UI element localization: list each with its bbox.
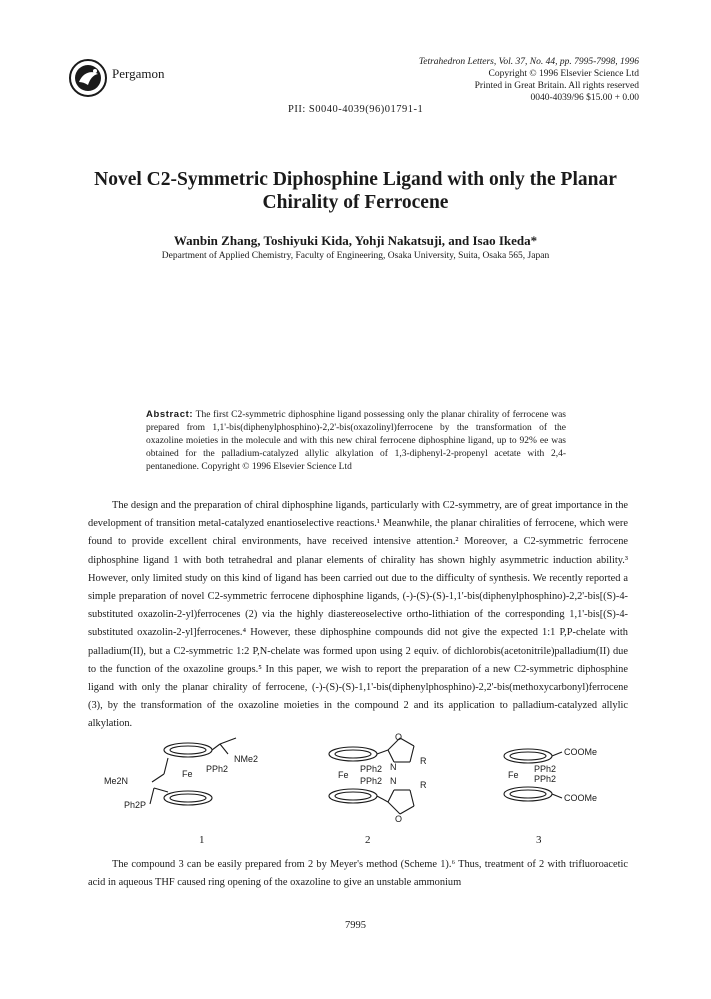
price-line: 0040-4039/96 $15.00 + 0.00 <box>530 93 639 103</box>
affiliation: Department of Applied Chemistry, Faculty of Engineering, Osaka University, Suita, Osaka 565, Japan <box>161 251 550 261</box>
abstract-text: The first C2-symmetric diphosphine ligand possessing only the planar chirality of ferrocene was prepared from 1,1'-bis(diphenylphosphino)-2,2'-bis(oxazolinyl)ferrocene by the transformation of the oxazoline moieties in the molecule and with this new chiral ferrocene diphosphine ligand, up to 92% ee was obtained for the palladium-catalyzed allylic alkylation of 1,3-diphenyl-2-propenyl acetate with 2,4-pentanedione. Copyright © 1996 Elsevier Science Ltd <box>146 410 566 472</box>
s3-coome-bottom-label: COOMe <box>564 793 598 803</box>
s2-n-top-label: N <box>390 762 397 772</box>
s3-pph2-top-label: PPh2 <box>534 764 557 774</box>
author-list: Wanbin Zhang, Toshiyuki Kida, Yohji Nakatsuji, and Isao Ikeda* <box>173 233 538 248</box>
s2-r-top-label: R <box>420 756 427 766</box>
s2-o-bottom-label: O <box>395 814 403 824</box>
title-line-1: Novel C2-Symmetric Diphosphine Ligand with only the Planar <box>94 169 617 190</box>
pii-identifier: PII: S0040-4039(96)01791-1 <box>288 104 424 115</box>
compound-label-2: 2 <box>365 834 371 846</box>
article-title <box>40 168 671 214</box>
s1-fe-label: Fe <box>182 769 193 779</box>
s2-pph2-top-label: PPh2 <box>360 764 383 774</box>
body-paragraph-2: The compound 3 can be easily prepared from 2 by Meyer's method (Scheme 1).⁶ Thus, treatment of 2 with trifluoroacetic acid in aqueous THF caused ring opening of the oxazoline to give an unstable ammonium <box>88 859 628 889</box>
title-line-2: Chirality of Ferrocene <box>262 192 449 213</box>
copyright-line: Copyright © 1996 Elsevier Science Ltd <box>488 69 639 79</box>
s2-fe-label: Fe <box>338 770 349 780</box>
s1-ph2p-label: Ph2P <box>124 800 147 810</box>
journal-citation: Tetrahedron Letters, Vol. 37, No. 44, pp. 7995-7998, 1996 <box>418 57 639 67</box>
s1-pph2-label: PPh2 <box>206 764 229 774</box>
body-paragraph-1: The design and the preparation of chiral diphosphine ligands, particularly with C2-symmetry, are of great importance in the development of transition metal-catalyzed enantioselective reactions.¹ Meanwhile, the planar chiralities of ferrocene, which were found to provide excellent chiral environments, have received intensive attention.² Moreover, a C2-symmetric ferrocene diphosphine ligand 1 with both tetrahedral and planar elements of chirality has shown highly asymmetric induction ability.³ However, only limited study on this kind of ligand has been carried out due to the difficulty of synthesis. We recently reported a simple preparation of novel C2-symmetric ferrocene diphosphine ligands, (-)-(S)-(S)-1,1'-bis(diphenylphosphino)-2,2'-bis[(S)-4-substituted oxazolin-2-yl)ferrocenes (2) via the highly diastereoselective ortho-lithiation of the corresponding 1,1'-bis[(S)-4-substituted oxazolin-2-yl]ferrocenes.⁴ However, these diphosphine compounds did not give the expected 1:1 P,P-chelate with palladium(II), but a C2-symmetric 1:2 P,N-chelate was formed upon using 2 equiv. of dichlorobis(acetonitrile)palladium(II) due to the function of the oxazoline groups.⁵ In this paper, we wish to report the preparation of a new C2-symmetric diphosphine ligand with only the planar chirality of ferrocene, (-)-(S)-(S)-1,1'-bis(diphenylphosphino)-2,2'-bis(methoxycarbonyl)ferrocene (3), by the transformation of the oxazoline moieties in the compound 2 and its application to palladium-catalyzed allylic alkylation. <box>88 500 628 730</box>
s3-fe-label: Fe <box>508 770 519 780</box>
pergamon-logo <box>68 58 108 98</box>
abstract-label: Abstract: <box>146 409 194 420</box>
s3-coome-top-label: COOMe <box>564 747 598 757</box>
compound-label-3: 3 <box>536 834 542 846</box>
printed-line: Printed in Great Britain. All rights reserved <box>474 81 639 91</box>
s2-o-top-label: O <box>395 732 403 742</box>
s2-n-bottom-label: N <box>390 776 397 786</box>
publisher-name: Pergamon <box>112 66 165 81</box>
s2-pph2-bottom-label: PPh2 <box>360 776 383 786</box>
chemical-structures <box>88 732 628 832</box>
s1-me2n-label: Me2N <box>104 776 129 786</box>
s3-pph2-bottom-label: PPh2 <box>534 774 557 784</box>
s2-r-bottom-label: R <box>420 780 427 790</box>
s1-nme2-label: NMe2 <box>234 754 259 764</box>
page-number: 7995 <box>345 920 366 931</box>
compound-label-1: 1 <box>199 834 205 846</box>
abstract <box>146 408 566 474</box>
